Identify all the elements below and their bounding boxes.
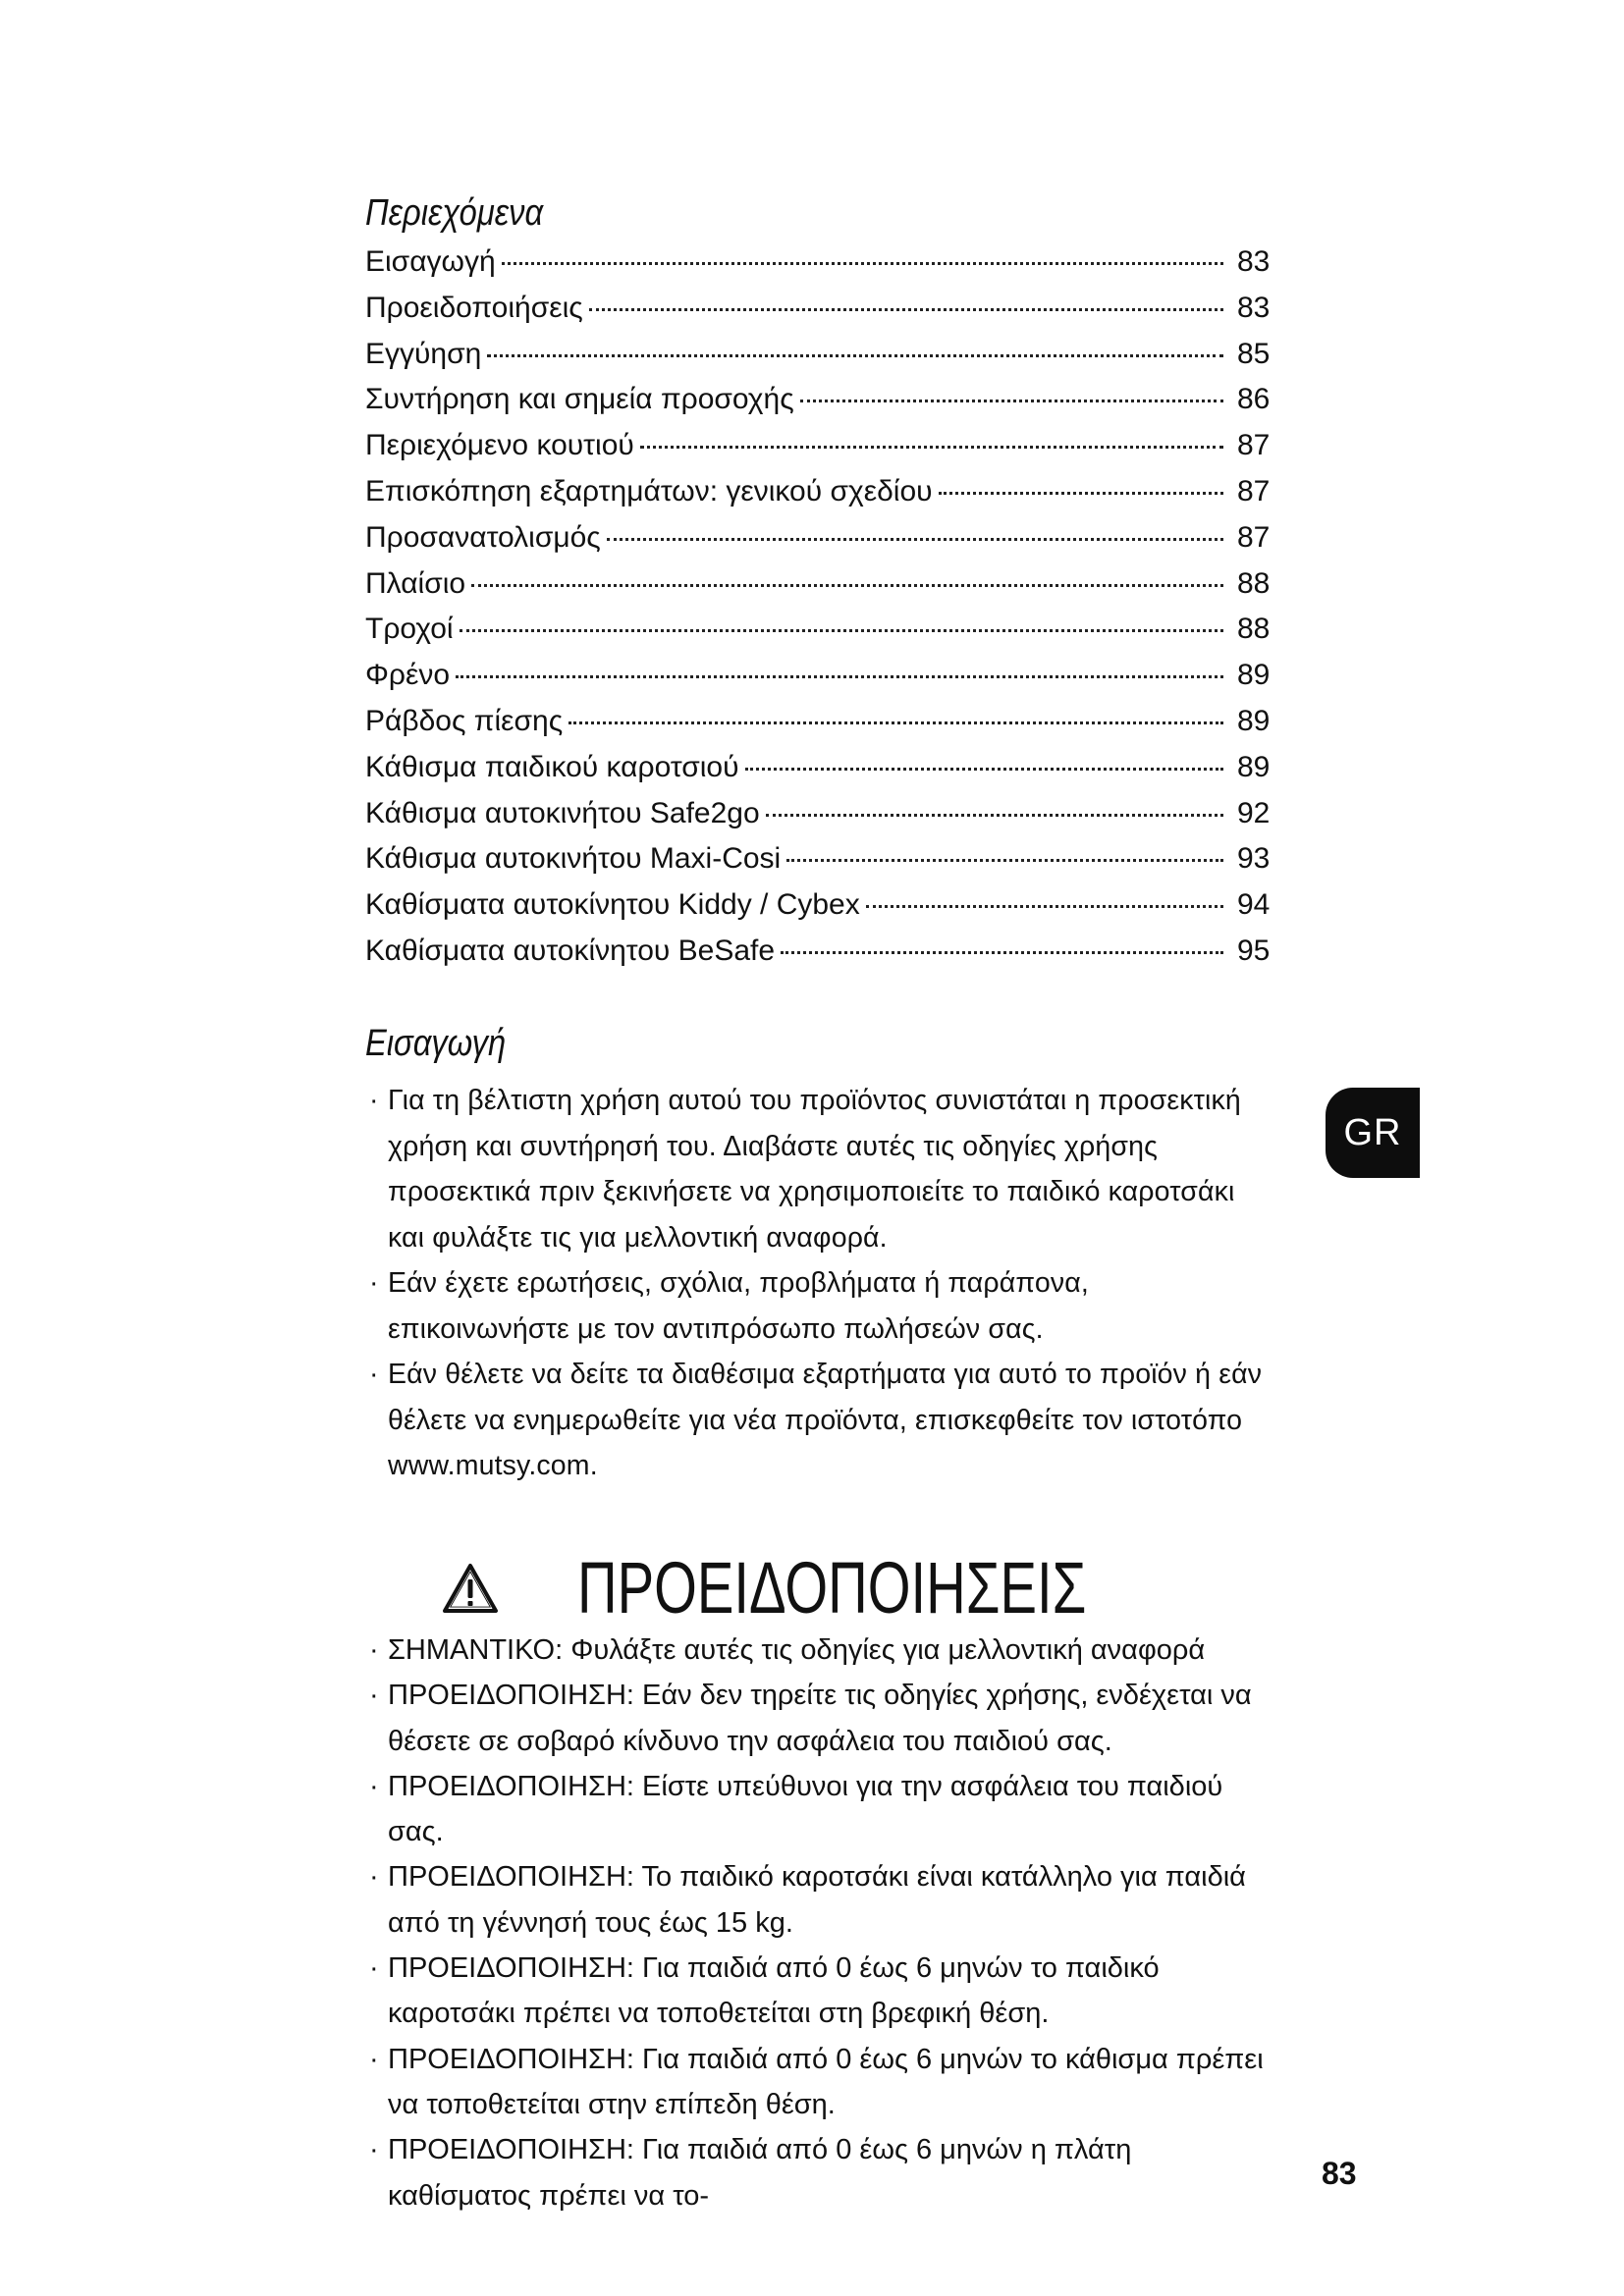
toc-entry-title: Κάθισμα αυτοκινήτου Maxi-Cosi [365,842,782,876]
toc-entry-title: Προειδοποιήσεις [365,291,583,324]
warning-item-text: ΠΡΟΕΙΔΟΠΟΙΗΣΗ: Για παιδιά από 0 έως 6 μηνών το κάθισμα πρέπει να τοποθετείται στην επίπεδη θέση. [388,2043,1264,2120]
warning-item [369,2037,1277,2128]
bullet: · [369,1267,379,1299]
toc-entry-title: Περιεχόμενο κουτιού [365,429,634,462]
toc-entry-title: Τροχοί [365,613,454,646]
intro-item-text: Εάν θέλετε να δείτε τα διαθέσιμα εξαρτήματα για αυτό το προϊόν ή εάν θέλετε να ενημερωθείτε για νέα προϊόντα, επισκεφθείτε τον ιστοτόπο www.mutsy.com. [388,1359,1263,1481]
toc-entry [365,337,1271,384]
toc-entry-page: 89 [1237,750,1271,783]
warning-item-text: ΣΗΜΑΝΤΙΚΟ: Φυλάξτε αυτές τις οδηγίες για μελλοντική αναφορά [388,1634,1206,1666]
toc-entry [365,383,1271,429]
bullet: · [369,2043,379,2075]
toc-entry [365,429,1271,475]
toc-leader-dots [766,814,1223,817]
warning-item [369,1628,1277,1673]
toc-entry-title: Κάθισμα παιδικού καροτσιού [365,750,739,783]
toc-entry [365,750,1271,797]
toc-entry-title: Καθίσματα αυτοκίνητου BeSafe [365,934,776,967]
toc-leader-dots [781,951,1223,954]
bullet: · [369,1952,379,1985]
bullet: · [369,1085,379,1116]
toc-entry [365,474,1271,521]
language-tab: GR [1326,1088,1420,1178]
toc-entry-page: 87 [1237,429,1271,462]
warning-item [369,2127,1277,2218]
toc-leader-dots [471,584,1223,587]
warning-item-text: ΠΡΟΕΙΔΟΠΟΙΗΣΗ: Εάν δεν τηρείτε τις οδηγίες χρήσης, ενδέχεται να θέσετε σε σοβαρό κίνδυνο την ασφάλεια του παιδιού σας. [388,1680,1252,1757]
bullet: · [369,1359,379,1390]
toc-entry-page: 89 [1237,659,1271,692]
intro-item [369,1260,1277,1352]
toc-entry-title: Κάθισμα αυτοκινήτου Safe2go [365,796,760,829]
toc-leader-dots [640,446,1223,449]
toc-leader-dots [786,859,1223,862]
toc-leader-dots [460,629,1223,632]
toc-leader-dots [607,538,1223,541]
warnings-heading: ΠΡΟΕΙΔΟΠΟΙΗΣΕΙΣ [577,1547,1087,1629]
warning-item-text: ΠΡΟΕΙΔΟΠΟΙΗΣΗ: Για παιδιά από 0 έως 6 μηνών το παιδικό καροτσάκι πρέπει να τοποθετείται στη βρεφική θέση. [388,1952,1160,2030]
toc-leader-dots [866,905,1223,908]
toc-entry-page: 93 [1237,842,1271,876]
warnings-list [369,1628,1277,2218]
warning-item-text: ΠΡΟΕΙΔΟΠΟΙΗΣΗ: Είστε υπεύθυνοι για την ασφάλεια του παιδιού σας. [388,1770,1223,1848]
page-number: 83 [1322,2156,1357,2191]
toc-entry [365,659,1271,705]
toc-leader-dots [487,354,1223,357]
bullet: · [369,1680,379,1712]
toc-entry-title: Συντήρηση και σημεία προσοχής [365,383,794,416]
bullet: · [369,1634,379,1666]
warning-item [369,1946,1277,2037]
bullet: · [369,1861,379,1894]
toc-entry [365,796,1271,843]
toc-entry [365,613,1271,659]
warning-item [369,1764,1277,1855]
intro-item-text: Για τη βέλτιστη χρήση αυτού του προϊόντος συνιστάται η προσεκτική χρήση και συντήρησή του. Διαβάστε αυτές τις οδηγίες χρήσης προσεκτικά πριν ξεκινήσετε να χρησιμοποιείτε το παιδικό καροτσάκι και φυλάξτε τις για μελλοντική αναφορά. [388,1085,1241,1254]
toc-leader-dots [456,675,1223,678]
intro-heading: Εισαγωγή [365,1023,507,1064]
toc-leader-dots [939,492,1223,495]
warning-triangle-icon [442,1563,499,1614]
toc-entry-page: 83 [1237,291,1271,324]
toc-entry-page: 85 [1237,337,1271,370]
toc-entry [365,934,1271,981]
toc-entry-page: 88 [1237,613,1271,646]
toc-entry [365,245,1271,292]
intro-item [369,1078,1277,1260]
toc-entry [365,566,1271,614]
toc-entry-page: 89 [1237,704,1271,737]
toc-leader-dots [745,768,1223,771]
warning-item [369,1854,1277,1946]
warning-item [369,1673,1277,1764]
toc-entry-page: 94 [1237,888,1271,922]
toc-entry-title: Φρένο [365,659,451,692]
toc-leader-dots [502,262,1223,265]
toc-entry-title: Ράβδος πίεσης [365,704,564,737]
toc-entry-page: 83 [1237,245,1271,278]
toc-entry-title: Πλαίσιο [365,566,466,600]
toc-entry-page: 87 [1237,520,1271,554]
table-of-contents [365,245,1271,981]
bullet: · [369,2134,379,2166]
toc-entry-title: Προσανατολισμός [365,520,601,554]
toc-entry [365,704,1271,751]
toc-entry-page: 88 [1237,566,1271,600]
toc-entry-page: 87 [1237,474,1271,507]
toc-entry-page: 95 [1237,934,1271,967]
toc-leader-dots [568,721,1223,724]
toc-leader-dots [800,400,1223,402]
intro-item-text: Εάν έχετε ερωτήσεις, σχόλια, προβλήματα ή παράπονα, επικοινωνήστε με τον αντιπρόσωπο πωλήσεών σας. [388,1267,1089,1345]
toc-entry-title: Καθίσματα αυτοκίνητου Kiddy / Cybex [365,888,860,922]
intro-item [369,1352,1277,1489]
toc-entry-title: Εγγύηση [365,337,482,370]
toc-entry [365,520,1271,567]
toc-entry-title: Επισκόπηση εξαρτημάτων: γενικού σχεδίου [365,474,933,507]
warning-item-text: ΠΡΟΕΙΔΟΠΟΙΗΣΗ: Για παιδιά από 0 έως 6 μηνών η πλάτη καθίσματος πρέπει να το- [388,2134,1132,2212]
toc-entry [365,291,1271,338]
intro-list [369,1078,1277,1489]
toc-entry [365,842,1271,888]
toc-entry-title: Εισαγωγή [365,245,496,278]
warnings-title [442,1549,1247,1628]
toc-entry [365,888,1271,934]
toc-entry-page: 92 [1237,796,1271,829]
toc-heading: Περιεχόμενα [365,192,544,234]
toc-leader-dots [589,308,1223,311]
toc-entry-page: 86 [1237,383,1271,416]
warning-item-text: ΠΡΟΕΙΔΟΠΟΙΗΣΗ: Το παιδικό καροτσάκι είναι κατάλληλο για παιδιά από τη γέννησή τους έως 15 kg. [388,1861,1246,1939]
bullet: · [369,1770,379,1802]
